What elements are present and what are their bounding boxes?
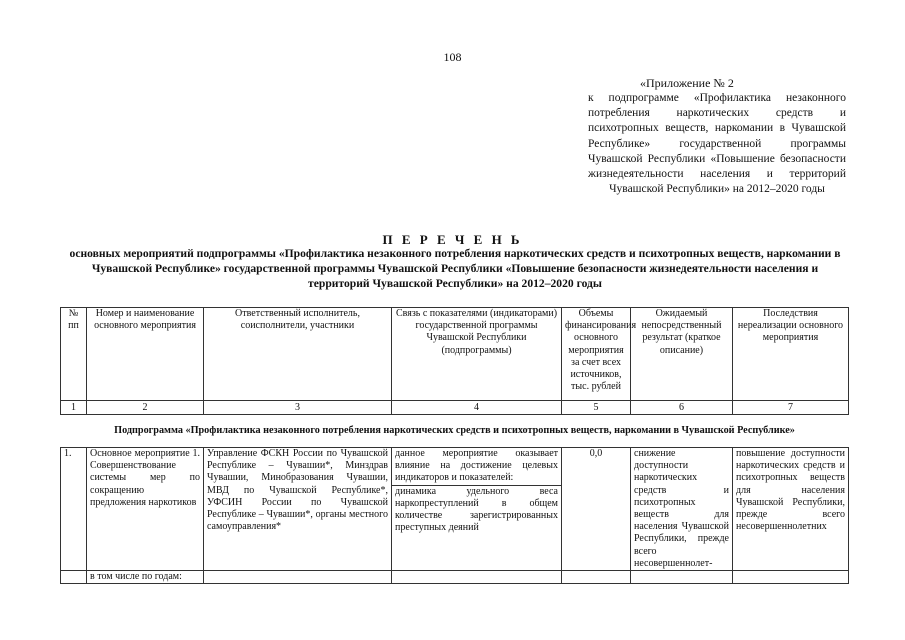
header-volume: Объемы финансирования основного мероприятия за счет всех источников, тыс. рублей — [562, 308, 631, 401]
row-link — [392, 571, 562, 584]
row-consequence: повышение доступности наркотических средств и психотропных веществ для населения Чувашской Республики, прежде всего несовершеннолетних — [733, 448, 849, 571]
row-measure-name: в том числе по годам: — [87, 571, 204, 584]
column-number: 2 — [87, 401, 204, 415]
row-executors: Управление ФСКН России по Чувашской Республике – Чувашии*, Минздрав Чувашии, Минобразования Чувашии, МВД по Чувашской Республике*, УФСИН России по Чувашской Республике – Чувашии*, органы местного самоуправления* — [204, 448, 392, 571]
section-title: Подпрограмма «Профилактика незаконного потребления наркотических средств и психотропных веществ, наркомании в Чувашской Республике» — [61, 415, 849, 448]
row-measure-name: Основное мероприятие 1. Совершенствование системы мер по сокращению предложения наркотиков — [87, 448, 204, 571]
document-subtitle: основных мероприятий подпрограммы «Профилактика незаконного потребления наркотических средств и психотропных веществ, наркомании в Чувашской Республике» государственной программы Чувашской Республики «Повышение безопасности жизнедеятельности населения и территорий Чувашской Республики» на 2012–2020 годы — [69, 247, 841, 291]
document-title: П Е Р Е Ч Е Н Ь — [382, 232, 523, 247]
header-name: Номер и наименование основного мероприятия — [87, 308, 204, 401]
header-consequence: Последствия нереализации основного мероприятия — [733, 308, 849, 401]
appendix-text: к подпрограмме «Профилактика незаконного потребления наркотических средств и психотропных веществ, наркомании в Чувашской Республике» государственной программы Чувашской Республики «Повышение безопасности жизнедеятельности населения и территорий Чувашской Республики» на 2012–2020 годы — [588, 92, 846, 196]
section-row — [61, 415, 849, 448]
column-number: 5 — [562, 401, 631, 415]
column-number-row — [61, 401, 849, 415]
header-num: № пп — [61, 308, 87, 401]
header-result: Ожидаемый непосредственный результат (краткое описание) — [631, 308, 733, 401]
header-link: Связь с показателями (индикаторами) государственной программы Чувашской Республики (подпрограммы) — [392, 308, 562, 401]
row-consequence — [733, 571, 849, 584]
table-header-row — [61, 308, 849, 401]
column-number: 3 — [204, 401, 392, 415]
column-number: 1 — [61, 401, 87, 415]
page-number: 108 — [443, 50, 462, 64]
measures-table — [60, 307, 849, 584]
row-link — [392, 448, 562, 571]
row-result — [631, 571, 733, 584]
row-link-part-a: данное мероприятие оказывает влияние на достижение целевых индикаторов и показателей: — [392, 448, 561, 486]
row-result: снижение доступности наркотических средств и психотропных веществ для населения Чувашской Республики, прежде всего несовершеннолет- — [631, 448, 733, 571]
appendix-title: «Приложение № 2 — [640, 76, 734, 90]
row-volume: 0,0 — [562, 448, 631, 571]
column-number: 6 — [631, 401, 733, 415]
row-executors — [204, 571, 392, 584]
table-row — [61, 448, 849, 571]
row-volume — [562, 571, 631, 584]
row-num: 1. — [61, 448, 87, 571]
column-number: 4 — [392, 401, 562, 415]
header-executors: Ответственный исполнитель, соисполнители, участники — [204, 308, 392, 401]
row-link-part-b: динамика удельного веса наркопреступлений в общем количестве зарегистрированных преступных деяний — [395, 485, 558, 534]
column-number: 7 — [733, 401, 849, 415]
table-row — [61, 571, 849, 584]
row-num — [61, 571, 87, 584]
